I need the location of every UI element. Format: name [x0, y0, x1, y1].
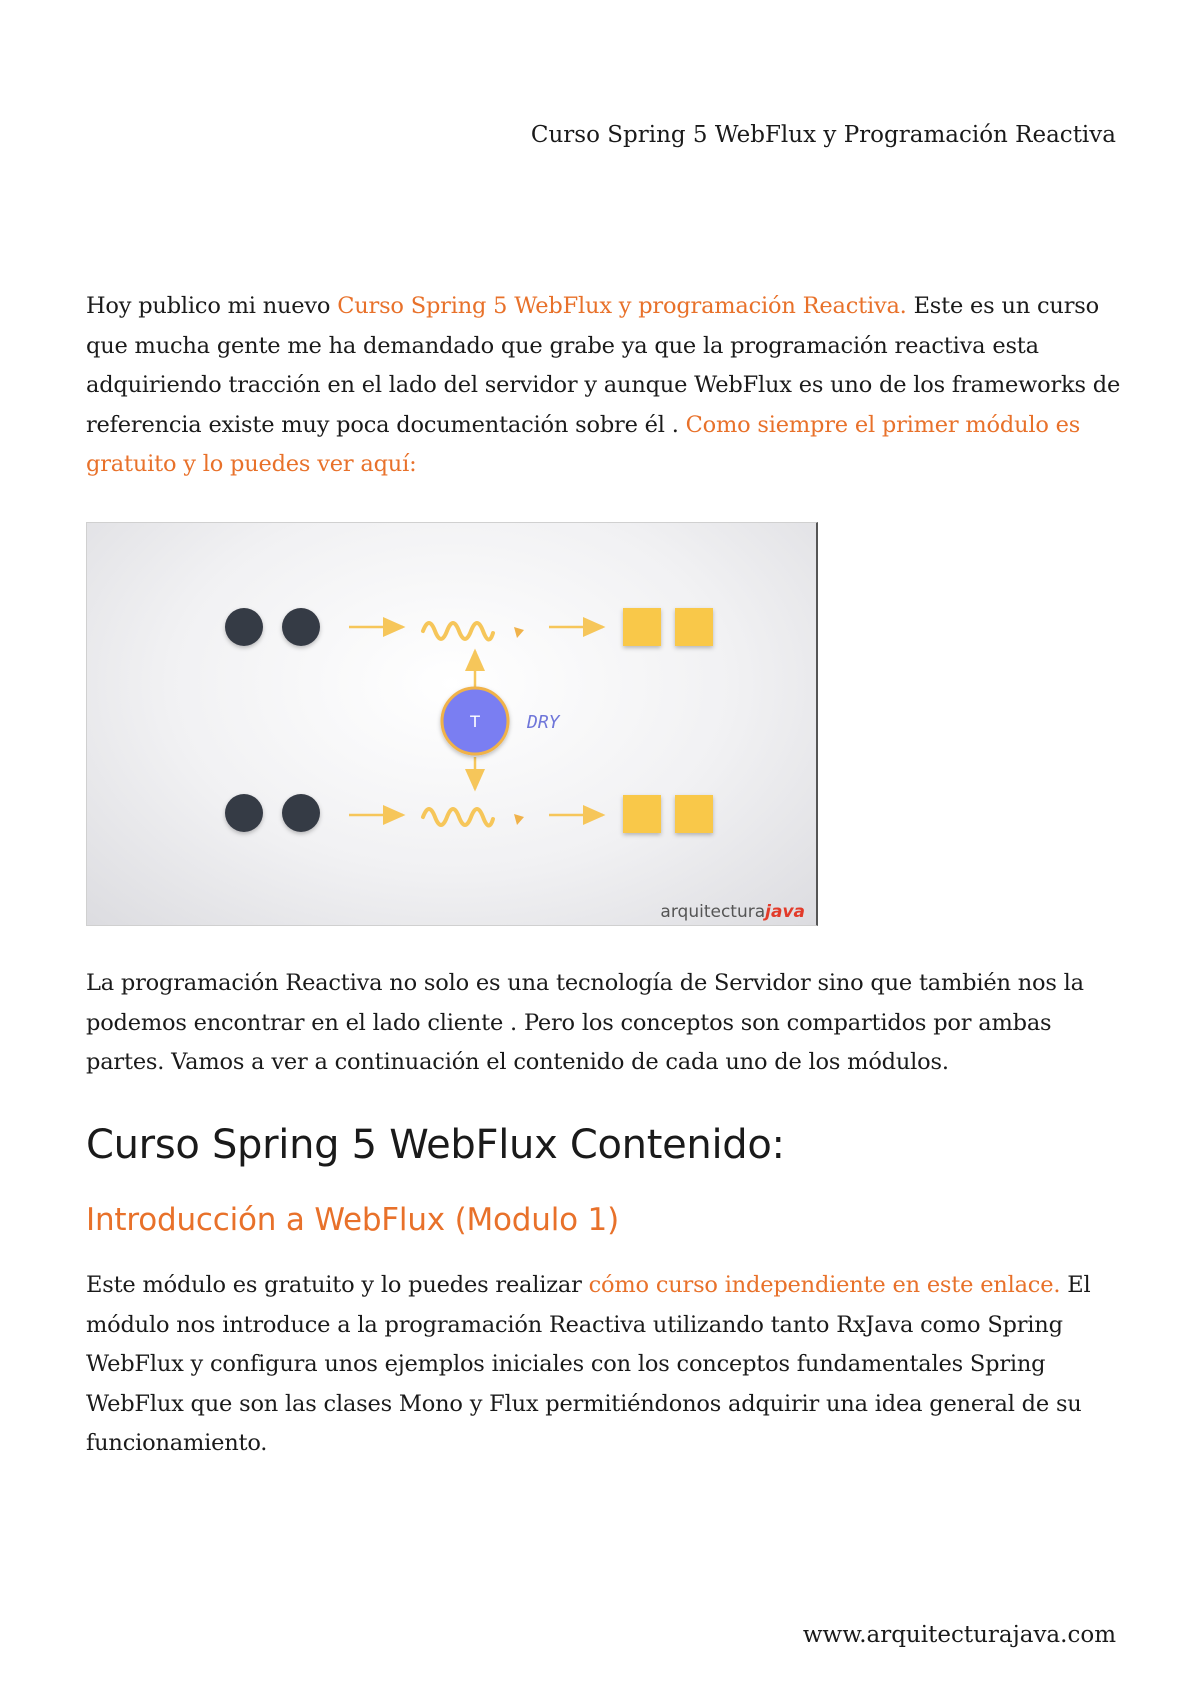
arquitecturajava-logo	[660, 902, 805, 922]
input-dot	[225, 608, 263, 646]
logo-text-right: java	[765, 902, 805, 922]
dry-label: DRY	[527, 712, 560, 733]
module-1-text-end: El módulo nos introduce a la programación Reactiva utilizando tanto RxJava como Spring WebFlux y configura unos ejemplos iniciales con los conceptos fundamentales Spring WebFlux que son las clases Mono y Flux permitiéndonos adquirir una idea general de su funcionamiento.	[86, 1272, 1091, 1456]
free-module-link[interactable]: Como siempre el primer módulo es gratuito y lo puedes ver aquí:	[86, 411, 1081, 477]
output-square	[623, 608, 661, 646]
intro-text-middle: Este es un curso que mucha gente me ha demandado que grabe ya que la programación reactiva esta adquiriendo tracción en el lado del servidor y aunque WebFlux es uno de los frameworks de referencia existe muy poca documentación sobre él .	[86, 293, 1121, 438]
output-square	[623, 795, 661, 833]
independent-course-link[interactable]: cómo curso independiente en este enlace.	[588, 1272, 1061, 1298]
page-header-title: Curso Spring 5 WebFlux y Programación Reactiva	[530, 122, 1116, 148]
logo-text-left: arquitectura	[660, 902, 766, 922]
input-dot	[282, 794, 320, 832]
module-1-title: Introducción a WebFlux (Modulo 1)	[86, 1202, 619, 1238]
intro-paragraph	[86, 287, 1126, 485]
client-server-paragraph: La programación Reactiva no solo es una tecnología de Servidor sino que también nos la podemos encontrar en el lado cliente . Pero los conceptos son compartidos por ambas partes. Vamos a ver a continuación el contenido de cada uno de los módulos.	[86, 970, 1084, 1075]
reactive-diagram-image	[86, 522, 818, 926]
course-link[interactable]: Curso Spring 5 WebFlux y programación Reactiva.	[337, 293, 907, 319]
thread-label: T	[470, 712, 480, 731]
wave-tip	[514, 814, 524, 825]
input-dot	[225, 794, 263, 832]
processing-wave	[423, 809, 493, 826]
module-1-paragraph	[86, 1266, 1126, 1464]
module-1-text-start: Este módulo es gratuito y lo puedes realizar	[86, 1272, 589, 1298]
section-title: Curso Spring 5 WebFlux Contenido:	[86, 1122, 785, 1168]
input-dot	[282, 608, 320, 646]
output-square	[675, 608, 713, 646]
output-square	[675, 795, 713, 833]
processing-wave	[423, 623, 493, 640]
intro-text-start: Hoy publico mi nuevo	[86, 293, 338, 319]
wave-tip	[514, 627, 524, 638]
footer-url: www.arquitecturajava.com	[802, 1622, 1116, 1648]
